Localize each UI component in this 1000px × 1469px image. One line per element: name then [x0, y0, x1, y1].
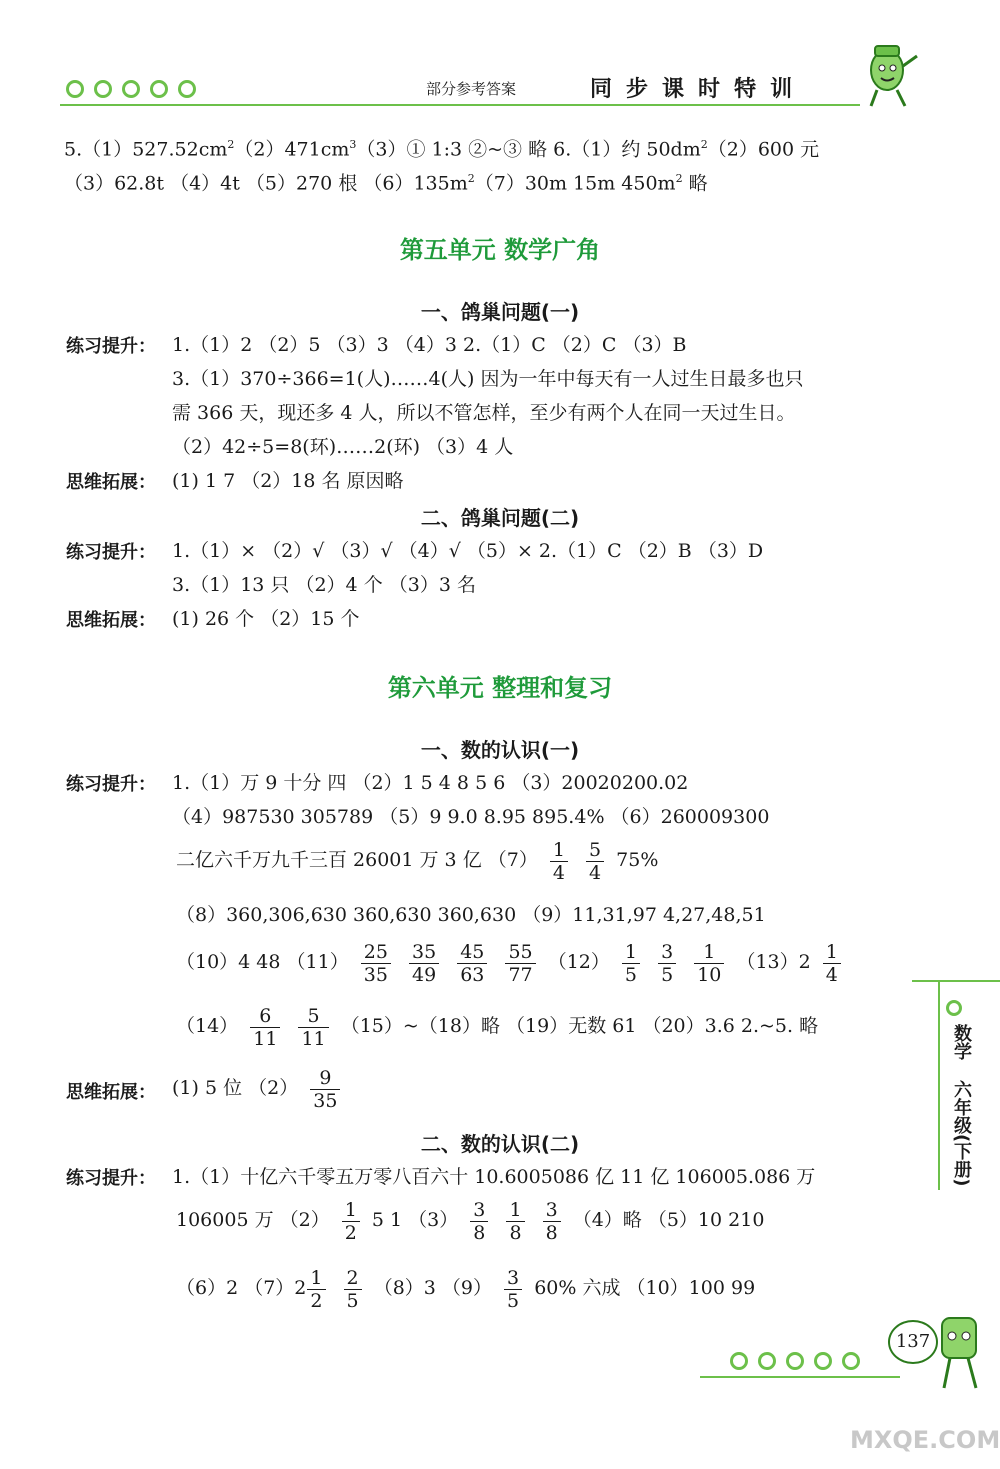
- answer-line: (1) 26 个 （2）15 个: [172, 608, 360, 630]
- fraction: $\frac{1}{2}$: [342, 1199, 360, 1244]
- fraction: $\frac{1}{4}$: [550, 839, 568, 884]
- header-dot-icon: [150, 80, 168, 98]
- section-label: 练习提升：: [66, 1168, 156, 1189]
- section-label: 练习提升：: [66, 542, 156, 563]
- answer-line: (1) 5 位 （2） $\frac{9}{35}$: [172, 1064, 346, 1112]
- footer-mascot-icon: [930, 1312, 990, 1402]
- answer-line: （3）62.8t （4）4t （5）270 根 $(6)135m^2(7)30m$ 15m $450m^2$ 略: [64, 172, 708, 195]
- side-dot-icon: [946, 1000, 962, 1016]
- fraction: $\frac{9}{35}$: [310, 1067, 340, 1112]
- footer-dot-icon: [814, 1352, 832, 1370]
- answer-line: 3.（1）13 只 （2）4 个 （3）3 名: [172, 574, 476, 596]
- header-dot-icon: [66, 80, 84, 98]
- fraction: $\frac{3}{5}$: [504, 1267, 522, 1312]
- fraction: $\frac{3}{8}$: [470, 1199, 488, 1244]
- answer-line: （6）2 （7）2 $\frac{1}{2}$ $\frac{2}{5}$ （8）3 （9） $\frac{3}{5}$ 60% 六成 （10）100 99: [176, 1266, 756, 1312]
- answer-line: （10）4 48 （11） $\frac{25}{35}$ $\frac{35}{49}$ $\frac{45}{63}$ $\frac{55}{77}$ （12） $\frac{1}{5}$ $\frac{3}{5}$ $\frac{1}{10}$ （13）2 $\frac{1}{4}$: [176, 938, 847, 986]
- fraction: $\frac{35}{49}$: [409, 941, 439, 986]
- side-tab: [912, 980, 1000, 1190]
- mascot-icon: [855, 40, 925, 115]
- answer-line: 需 366 天，现还多 4 人，所以不管怎样，至少有两个人在同一天过生日。: [172, 402, 796, 424]
- side-rule: [912, 980, 1000, 982]
- fraction: $\frac{6}{11}$: [250, 1005, 280, 1050]
- page-number: 137: [888, 1320, 938, 1364]
- fraction: $\frac{45}{63}$: [457, 941, 487, 986]
- footer-dot-icon: [786, 1352, 804, 1370]
- fraction: $\frac{1}{4}$: [823, 941, 841, 986]
- answers-label: 部分参考答案: [426, 80, 517, 98]
- header-bar: [60, 78, 880, 108]
- fraction: $\frac{25}{35}$: [361, 941, 391, 986]
- answer-line: $5.(1)527.52cm^2(2)471cm^3(3)①$ 1:3 ②~③ 略 6.（1）约 $50dm^2(2)600$ 元: [64, 138, 820, 161]
- footer-rule: [700, 1376, 900, 1378]
- answer-line: （8）360,306,630 360,630 360,630 （9）11,31,97 4,27,48,51: [176, 904, 766, 926]
- fraction: $\frac{2}{5}$: [344, 1267, 362, 1312]
- section-title: 一、鸽巢问题(一): [420, 300, 580, 324]
- answer-line: 二亿六千万九千三百 26001 万 3 亿 （7） $\frac{1}{4}$ $\frac{5}{4}$ 75%: [176, 838, 659, 884]
- unit-title: 第五单元 数学广角: [399, 236, 601, 264]
- header-rule: [60, 104, 860, 106]
- section-label: 练习提升：: [66, 336, 156, 357]
- header-dot-icon: [94, 80, 112, 98]
- section-title: 一、数的认识(一): [420, 738, 580, 762]
- side-grade: 六年级(下册): [951, 1080, 972, 1187]
- answer-line: (1) 1 7 （2）18 名 原因略: [172, 470, 404, 492]
- fraction: $\frac{5}{11}$: [298, 1005, 328, 1050]
- fraction: $\frac{3}{5}$: [658, 941, 676, 986]
- footer-dot-icon: [842, 1352, 860, 1370]
- fraction: $\frac{1}{2}$: [307, 1267, 325, 1312]
- answer-line: 1.（1）十亿六千零五万零八百六十 10.6005086 亿 11 亿 106005.086 万: [172, 1166, 816, 1188]
- fraction: $\frac{1}{5}$: [622, 941, 640, 986]
- side-vrule: [938, 980, 940, 1190]
- section-title: 二、鸽巢问题(二): [420, 506, 580, 530]
- section-label: 思维拓展：: [66, 472, 156, 493]
- side-subject: 数学: [951, 1024, 972, 1060]
- series-title: 同 步 课 时 特 训: [590, 77, 793, 102]
- fraction: $\frac{1}{8}$: [506, 1199, 524, 1244]
- answer-line: （14） $\frac{6}{11}$ $\frac{5}{11}$ （15）~（18）略 （19）无数 61 （20）3.6 2.~5. 略: [176, 1004, 819, 1050]
- unit-title: 第六单元 整理和复习: [387, 674, 613, 702]
- answer-line: 1.（1）万 9 十分 四 （2）1 5 4 8 5 6 （3）20020200.02: [172, 772, 689, 794]
- answer-line: 1.（1）2 （2）5 （3）3 （4）3 2.（1）C （2）C （3）B: [172, 334, 687, 356]
- footer-dot-icon: [730, 1352, 748, 1370]
- answer-line: 3.（1）370÷366=1(人)……4(人) 因为一年中每天有一人过生日最多也只: [172, 368, 804, 390]
- answer-line: 106005 万 （2） $\frac{1}{2}$ 5 1 （3） $\frac{3}{8}$ $\frac{1}{8}$ $\frac{3}{8}$ （4）略 （5）10 210: [176, 1198, 765, 1244]
- watermark: MXQE.COM: [850, 1426, 1000, 1454]
- section-title: 二、数的认识(二): [420, 1132, 580, 1156]
- section-label: 思维拓展：: [66, 610, 156, 631]
- answer-line: 1.（1）× （2）√ （3）√ （4）√ （5）× 2.（1）C （2）B （3）D: [172, 540, 764, 562]
- section-label: 练习提升：: [66, 774, 156, 795]
- answer-line: （2）42÷5=8(环)……2(环) （3）4 人: [172, 436, 514, 458]
- section-label: 思维拓展：: [66, 1082, 156, 1103]
- fraction: $\frac{3}{8}$: [543, 1199, 561, 1244]
- fraction: $\frac{1}{10}$: [694, 941, 724, 986]
- answer-line: （4）987530 305789 （5）9 9.0 8.95 895.4% （6）260009300: [172, 806, 770, 828]
- header-dot-icon: [178, 80, 196, 98]
- fraction: $\frac{5}{4}$: [586, 839, 604, 884]
- fraction: $\frac{55}{77}$: [505, 941, 535, 986]
- header-dot-icon: [122, 80, 140, 98]
- footer-dot-icon: [758, 1352, 776, 1370]
